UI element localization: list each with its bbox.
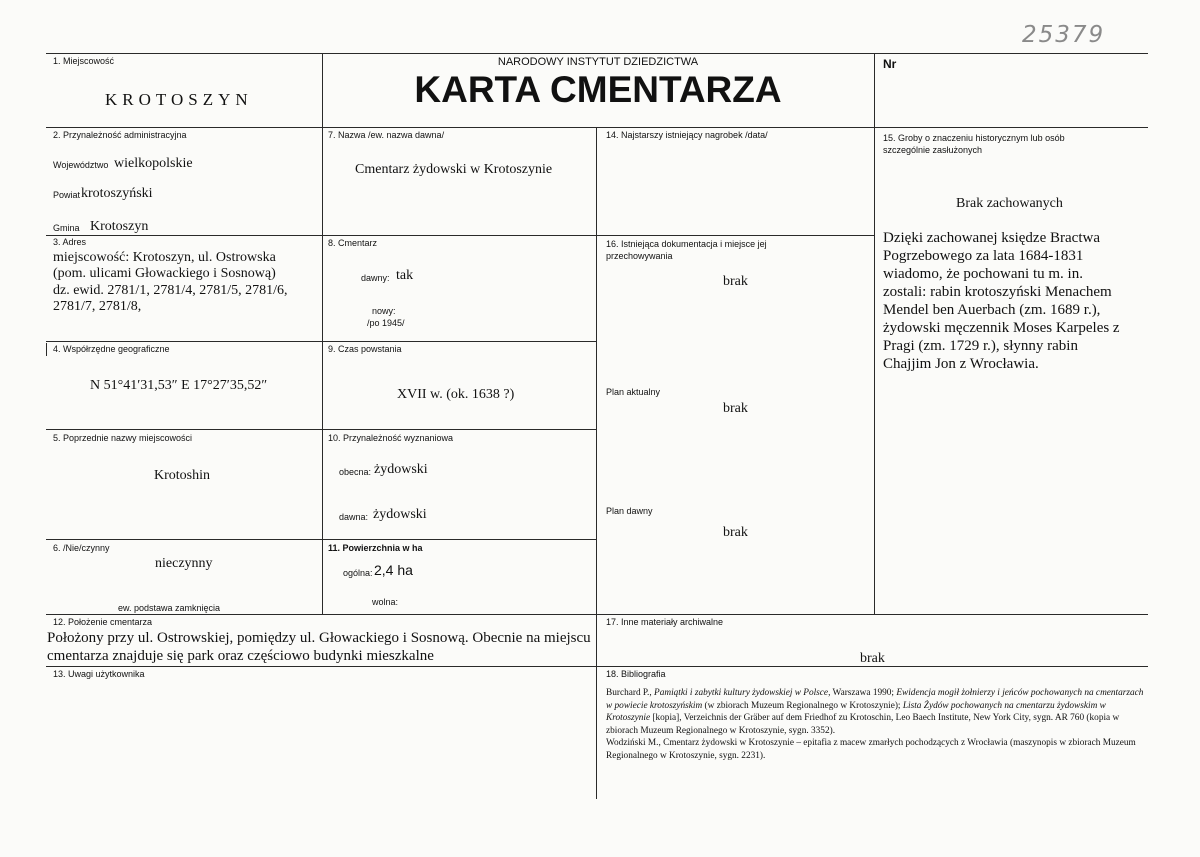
field-7-label: 7. Nazwa /ew. nazwa dawna/: [328, 130, 445, 140]
line-row-13: [46, 666, 1148, 667]
line-row-4: [46, 341, 596, 342]
archives-value: brak: [860, 651, 885, 666]
closure-basis-label: ew. podstawa zamknięcia: [118, 603, 221, 613]
free-area-label: wolna:: [372, 597, 399, 607]
commune-value: Krotoszyn: [90, 219, 149, 234]
line-left-tick: [46, 343, 47, 356]
location-line: cmentarza znajduje się park oraz częściowo budynki mieszkalne: [47, 648, 434, 664]
location-line: Położony przy ul. Ostrowskiej, pomiędzy ul. Głowackiego i Sosnową. Obecnie na miejscu: [47, 630, 591, 646]
institute-name: NARODOWY INSTYTUT DZIEDZICTWA: [497, 56, 699, 68]
new-period: /po 1945/: [367, 318, 405, 328]
field-4-label: 4. Współrzędne geograficzne: [53, 344, 170, 354]
field-15-label: 15. Groby o znaczeniu historycznym lub osób: [883, 133, 1065, 143]
graves-line: Pogrzebowego za lata 1684-1831: [883, 248, 1084, 264]
field-14-label: 14. Najstarszy istniejący nagrobek /data/: [606, 130, 768, 140]
field-1-label: 1. Miejscowość: [53, 56, 115, 66]
field-8-label: 8. Cmentarz: [328, 238, 378, 248]
field-16-label: 16. Istniejąca dokumentacja i miejsce jej: [606, 239, 767, 249]
handwritten-archive-number: 25379: [1022, 22, 1106, 48]
bib-title: Ewidencja mogił żołnierzy i jeńców pochowanych na cmentarzach w powiecie krotoszyńskim: [606, 688, 1144, 711]
voivodeship-label: Województwo: [53, 160, 109, 170]
current-plan-label: Plan aktualny: [606, 387, 661, 397]
city-name: KROTOSZYN: [105, 90, 253, 109]
former-denomination-value: żydowski: [373, 507, 427, 522]
field-13-label: 13. Uwagi użytkownika: [53, 669, 145, 679]
new-label: nowy:: [372, 306, 396, 316]
bibliography-text: [606, 687, 1144, 763]
field-18-label: 18. Bibliografia: [606, 669, 666, 679]
bib-text: (w zbiorach Muzeum Regionalnego w Krotoszynie);: [702, 700, 903, 711]
documentation-value: brak: [723, 274, 748, 289]
total-area-label: ogólna:: [343, 568, 373, 578]
old-plan-label: Plan dawny: [606, 506, 653, 516]
former-denomination-label: dawna:: [339, 512, 369, 522]
graves-line: zostali: rabin krotoszyński Menachem: [883, 284, 1112, 300]
cemetery-name-value: Cmentarz żydowski w Krotoszynie: [355, 162, 553, 177]
address-line: miejscowość: Krotoszyn, ul. Ostrowska: [53, 250, 276, 265]
voivodeship-value: wielkopolskie: [114, 156, 193, 171]
field-9-label: 9. Czas powstania: [328, 344, 402, 354]
field-11-label: 11. Powierzchnia w ha: [328, 543, 423, 553]
line-col-1: [322, 53, 323, 614]
field-16-label: przechowywania: [606, 251, 673, 261]
field-17-label: 17. Inne materiały archiwalne: [606, 617, 724, 627]
graves-line: wiadomo, że pochowani tu m. in.: [883, 266, 1083, 282]
field-2-label: 2. Przynależność administracyjna: [53, 130, 187, 140]
commune-label: Gmina: [53, 223, 80, 233]
field-3-label: 3. Adres: [53, 237, 87, 247]
coordinates-value: N 51°41′31,53″ E 17°27′35,52″: [90, 378, 268, 393]
line-row-6: [46, 539, 596, 540]
graves-line: Pragi (zm. 1729 r.), słynny rabin: [883, 338, 1078, 354]
graves-line: Mendel ben Auerbach (zm. 1689 r.),: [883, 302, 1101, 318]
old-value: tak: [396, 268, 414, 283]
card-title: KARTA CMENTARZA: [414, 69, 782, 110]
line-col-3: [874, 53, 875, 614]
graves-line: Dzięki zachowanej księdze Bractwa: [883, 230, 1100, 246]
old-label: dawny:: [361, 273, 390, 283]
total-area-value: 2,4 ha: [374, 562, 413, 578]
bib-text: [kopia], Verzeichnis der Gräber auf dem Friedhof zu Krotoschin, Leo Baech Institute, New York City, sygn. AR 760 (kopia w zbiorach Muzeum Regionalnego w Krotoszynie, sygn. 3352).: [606, 713, 1120, 736]
address-line: dz. ewid. 2781/1, 2781/4, 2781/5, 2781/6,: [53, 283, 288, 298]
line-col-2: [596, 127, 597, 799]
bib-title: Pamiątki i zabytki kultury żydowskiej w Polsce: [654, 688, 829, 698]
address-line: 2781/7, 2781/8,: [53, 299, 142, 314]
field-15-label: szczególnie zasłużonych: [883, 145, 983, 155]
field-10-label: 10. Przynależność wyznaniowa: [328, 433, 454, 443]
line-row-3: [46, 235, 874, 236]
line-top: [46, 53, 1148, 54]
current-plan-value: brak: [723, 401, 748, 416]
bibliography-entry-1: [606, 687, 1144, 737]
previous-name-value: Krotoshin: [154, 468, 210, 483]
graves-none: Brak zachowanych: [956, 196, 1063, 211]
bibliography-entry-2: Wodziński M., Cmentarz żydowski w Krotoszynie – epitafia z macew zmarłych pochodzących z Wrocławia (maszynopis w zbiorach Muzeum Regionalnego w Krotoszynie, sygn. 2231).: [606, 738, 1136, 761]
nr-label: Nr: [883, 57, 897, 71]
bib-title: Lista Żydów pochowanych na cmentarzu żydowskim w Krotoszynie: [606, 700, 1106, 724]
field-5-label: 5. Poprzednie nazwy miejscowości: [53, 433, 193, 443]
current-denomination-label: obecna:: [339, 467, 372, 477]
county-label: Powiat: [53, 190, 81, 200]
graves-line: żydowski męczennik Moses Karpeles z: [883, 320, 1120, 336]
field-12-label: 12. Położenie cmentarza: [53, 617, 153, 627]
graves-line: Chajjim Jon z Wrocławia.: [883, 356, 1039, 372]
bib-author: Burchard P.,: [606, 688, 655, 698]
active-status-value: nieczynny: [155, 556, 213, 571]
line-row-5: [46, 429, 596, 430]
field-6-label: 6. /Nie/czynny: [53, 543, 110, 553]
founded-value: XVII w. (ok. 1638 ?): [397, 387, 515, 402]
old-plan-value: brak: [723, 525, 748, 540]
current-denomination-value: żydowski: [374, 462, 428, 477]
address-line: (pom. ulicami Głowackiego i Sosnową): [53, 266, 276, 281]
county-value: krotoszyński: [81, 186, 153, 201]
bib-text: , Warszawa 1990;: [828, 688, 897, 698]
line-row-12: [46, 614, 1148, 615]
line-header-bottom: [46, 127, 1148, 128]
